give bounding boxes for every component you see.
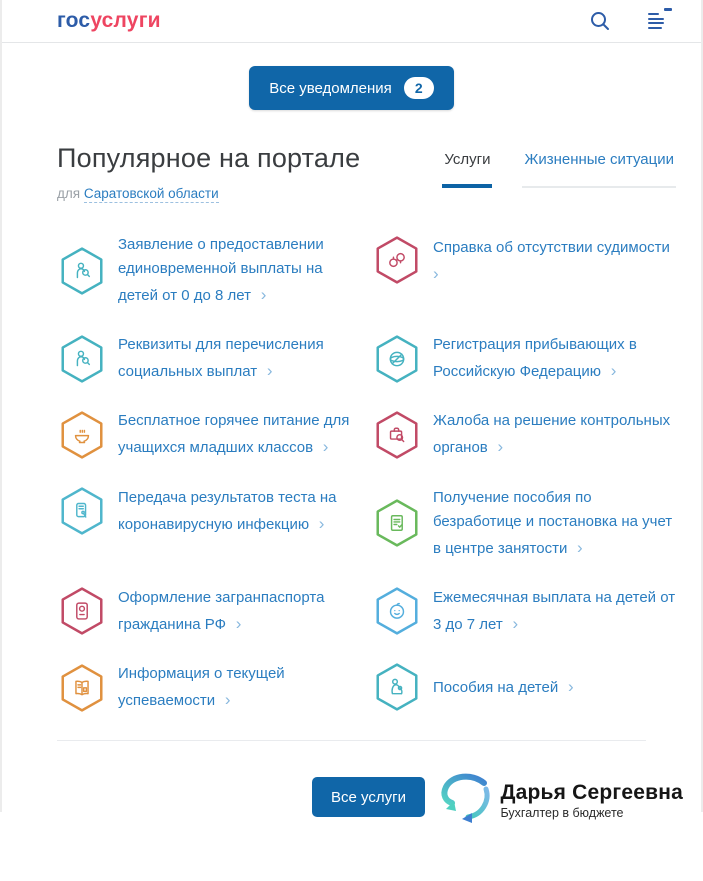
service-item-7[interactable] [372, 486, 676, 561]
watermark [432, 771, 683, 829]
all-services-button[interactable]: Все услуги [312, 777, 425, 817]
service-label: Пособия на детей [433, 679, 559, 697]
service-item-11[interactable] [372, 662, 676, 712]
all-notifications-label: Все уведомления [269, 79, 392, 97]
page-title: Популярное на портале [57, 143, 361, 173]
service-label: Справка об отсутствии судимости [433, 239, 670, 256]
person-search-icon [57, 334, 107, 384]
meal-bowl-icon [57, 410, 107, 460]
watermark-name: Дарья Сергеевна [500, 780, 683, 804]
service-item-3[interactable] [372, 333, 676, 384]
menu-icon[interactable] [643, 8, 669, 34]
service-label: Заявление о предоставлении единовременной выплаты на детей от 0 до 8 лет [118, 236, 324, 304]
test-phone-icon [57, 486, 107, 536]
notification-dot [664, 8, 672, 10]
service-item-1[interactable] [372, 233, 676, 287]
service-label: Реквизиты для перечисления социальных выплат [118, 336, 324, 381]
all-notifications-button[interactable] [249, 66, 454, 110]
watermark-swirl-logo [432, 771, 494, 829]
notifications-count-badge: 2 [404, 77, 434, 99]
open-book-icon [57, 663, 107, 713]
service-item-9[interactable] [372, 586, 676, 637]
chevron-right-icon: › [507, 613, 519, 633]
globe-slash-icon [372, 334, 422, 384]
region-link[interactable]: Саратовской области [83, 186, 219, 201]
chevron-right-icon: › [256, 285, 267, 304]
chevron-right-icon: › [314, 513, 325, 533]
baby-face-icon [372, 586, 422, 636]
service-label: Получение пособия по безработице и постановка на учет в центре занятости [433, 488, 673, 557]
handcuffs-icon [372, 235, 422, 285]
service-item-6[interactable] [57, 486, 362, 537]
chevron-right-icon: › [606, 361, 617, 381]
chevron-right-icon: › [563, 677, 574, 697]
tab-life-situations[interactable]: Жизненные ситуации [522, 151, 676, 188]
popular-section [2, 110, 701, 713]
passport-icon [57, 586, 107, 636]
region-line [57, 186, 360, 201]
service-item-8[interactable] [57, 586, 362, 637]
chevron-right-icon: › [318, 437, 329, 457]
chevron-right-icon: › [433, 264, 439, 284]
document-check-icon [372, 498, 422, 548]
service-label: Регистрация прибывающих в Российскую Федерацию [433, 336, 637, 381]
search-icon[interactable] [587, 8, 613, 34]
service-item-2[interactable] [57, 333, 362, 384]
service-label: Оформление загранпаспорта гражданина РФ [118, 588, 325, 633]
service-label: Информация о текущей успеваемости [118, 664, 285, 709]
service-label: Передача результатов теста на коронавирусную инфекцию [118, 488, 337, 533]
chevron-right-icon: › [572, 537, 583, 557]
briefcase-search-icon [372, 410, 422, 460]
service-label: Жалоба на решение контрольных органов [433, 412, 671, 457]
tabs [442, 151, 676, 188]
footer [2, 771, 701, 881]
service-item-4[interactable] [57, 409, 362, 460]
section-divider [57, 740, 646, 741]
service-label: Бесплатное горячее питание для учащихся младших классов [118, 412, 350, 457]
tab-services[interactable]: Услуги [442, 151, 492, 188]
service-item-10[interactable] [57, 662, 362, 713]
services-grid [57, 233, 676, 713]
watermark-subtitle: Бухгалтер в бюджете [500, 805, 624, 820]
service-item-0[interactable] [57, 233, 362, 308]
service-item-5[interactable] [372, 409, 676, 460]
region-prefix: для [57, 186, 81, 201]
service-label: Ежемесячная выплата на детей от 3 до 7 лет [433, 588, 676, 633]
chevron-right-icon: › [230, 613, 242, 633]
header [2, 0, 701, 43]
mother-child-icon [372, 662, 422, 712]
chevron-right-icon: › [492, 437, 504, 457]
chevron-right-icon: › [262, 361, 273, 381]
logo-part-blue: гос [57, 9, 91, 32]
person-search-icon [57, 246, 107, 296]
chevron-right-icon: › [220, 689, 231, 709]
gosuslugi-logo[interactable] [57, 9, 161, 33]
logo-part-red: услуги [90, 9, 161, 32]
